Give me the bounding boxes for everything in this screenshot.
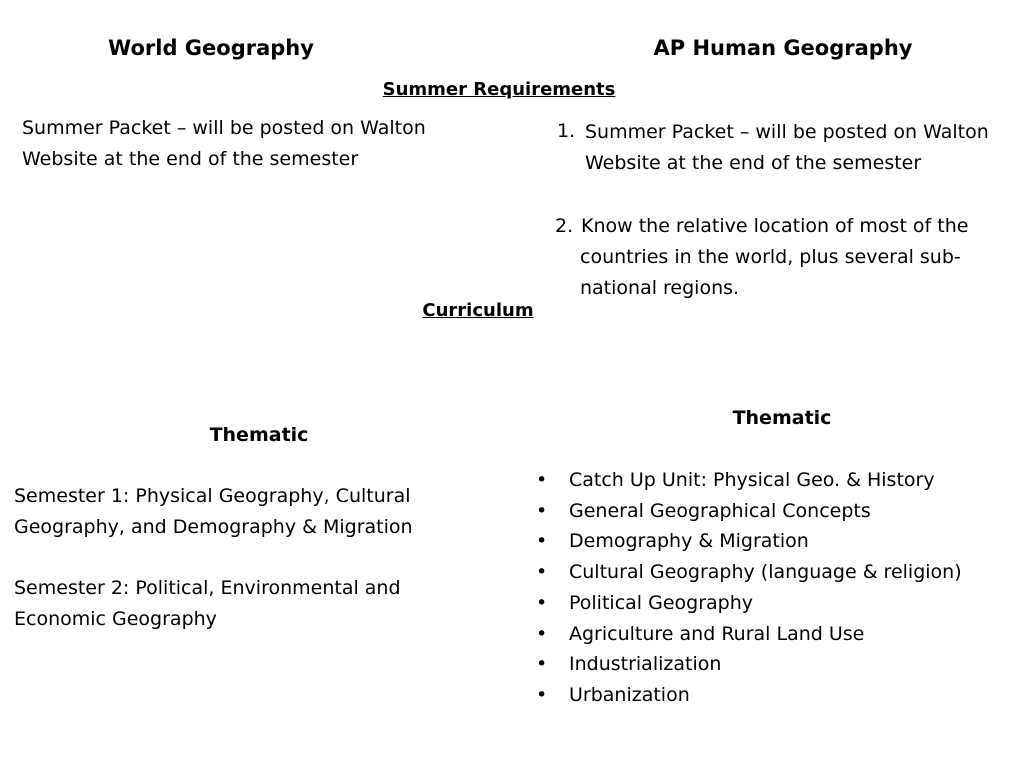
topic-label: Urbanization xyxy=(569,683,690,706)
summer-line: Website at the end of the semester xyxy=(22,148,359,170)
requirement-line: Know the relative location of most of the xyxy=(581,215,969,237)
bullet-icon: • xyxy=(536,683,548,706)
topic-item xyxy=(534,588,962,619)
topic-label: General Geographical Concepts xyxy=(569,499,871,522)
semester-line: Semester 2: Political, Environmental and xyxy=(14,577,401,599)
requirement-number: 2. xyxy=(555,215,574,237)
topic-label: Political Geography xyxy=(569,591,753,614)
requirement-line: countries in the world, plus several sub- xyxy=(580,246,961,268)
ap-human-geography-title: AP Human Geography xyxy=(653,36,913,60)
bullet-icon: • xyxy=(536,469,548,491)
requirement-line: national regions. xyxy=(580,277,740,299)
bullet-icon: • xyxy=(536,622,548,645)
bullet-icon: • xyxy=(536,591,548,614)
topic-item xyxy=(534,465,962,496)
summer-requirements-heading: Summer Requirements xyxy=(382,79,616,100)
topic-label: Cultural Geography (language & religion) xyxy=(569,561,962,584)
curriculum-heading: Curriculum xyxy=(422,300,534,321)
topic-item xyxy=(534,526,962,557)
topic-item xyxy=(534,619,962,650)
ap-topic-list xyxy=(534,465,962,711)
bullet-icon: • xyxy=(536,653,548,676)
bullet-icon: • xyxy=(536,499,548,522)
semester-line: Geography, and Demography & Migration xyxy=(14,516,413,538)
semester-line: Semester 1: Physical Geography, Cultural xyxy=(14,485,411,507)
requirement-line: Summer Packet – will be posted on Walton xyxy=(585,121,989,143)
topic-item xyxy=(534,557,962,588)
topic-label: Industrialization xyxy=(569,653,722,676)
requirement-number: 1. xyxy=(557,120,576,142)
semester-line: Economic Geography xyxy=(14,608,217,630)
summer-line: Summer Packet – will be posted on Walton xyxy=(22,117,426,139)
topic-label: Agriculture and Rural Land Use xyxy=(569,622,865,645)
world-geo-thematic-heading: Thematic xyxy=(209,424,309,446)
topic-item xyxy=(534,649,962,680)
bullet-icon: • xyxy=(536,530,548,553)
topic-label: Demography & Migration xyxy=(569,530,809,553)
ap-thematic-heading: Thematic xyxy=(732,407,832,429)
topic-label: Catch Up Unit: Physical Geo. & History xyxy=(569,469,935,491)
bullet-icon: • xyxy=(536,561,548,584)
topic-item xyxy=(534,496,962,527)
topic-item xyxy=(534,680,962,711)
requirement-line: Website at the end of the semester xyxy=(585,152,922,174)
world-geography-title: World Geography xyxy=(108,36,314,60)
